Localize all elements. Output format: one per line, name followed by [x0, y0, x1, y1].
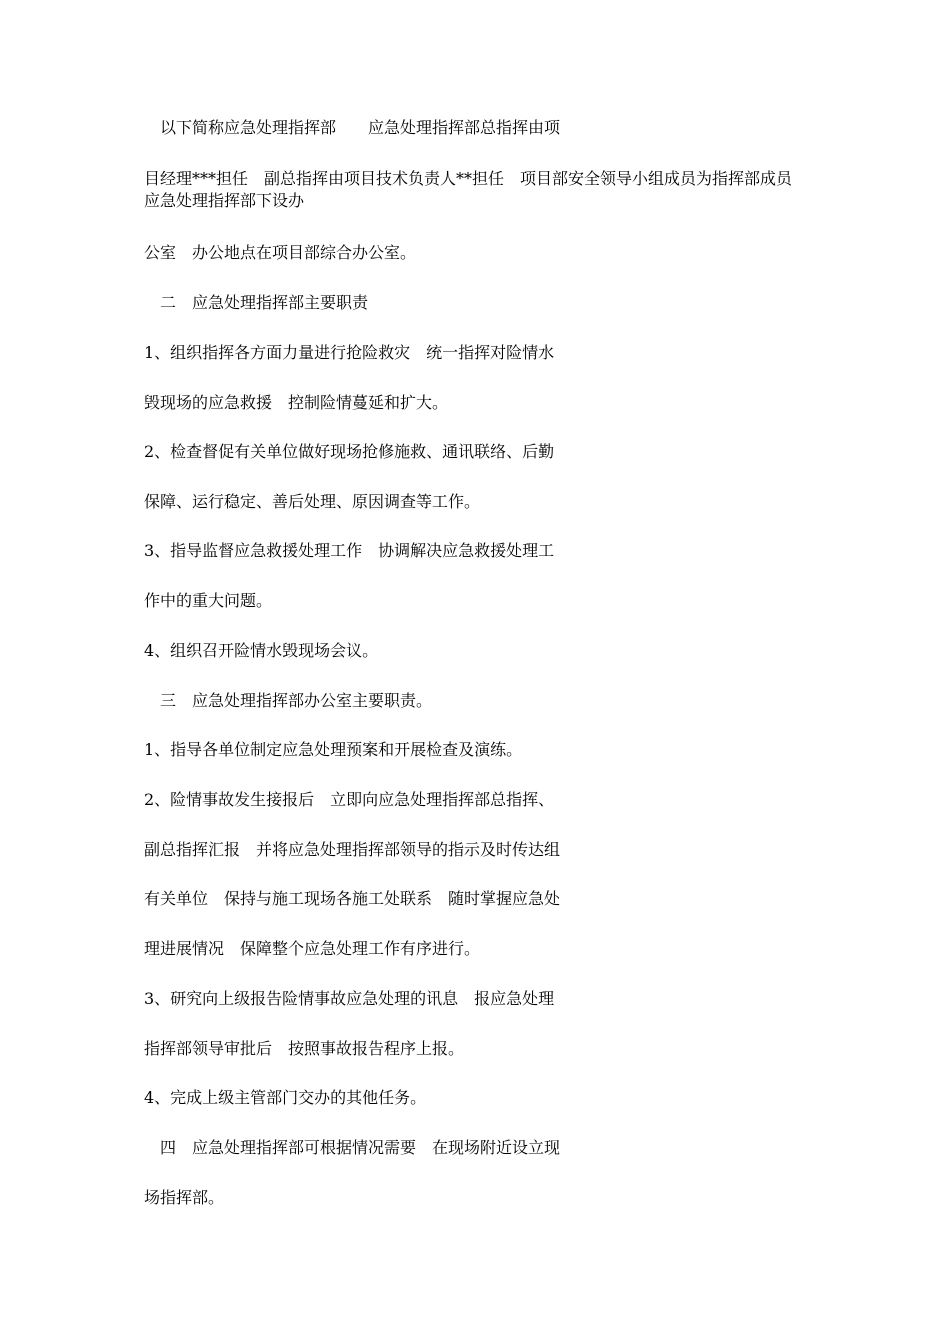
text-line: 保障、运行稳定、善后处理、原因调查等工作。: [144, 492, 481, 511]
text-line: 副总指挥汇报 并将应急处理指挥部领导的指示及时传达组: [144, 840, 561, 859]
text-line: 2、险情事故发生接报后 立即向应急处理指挥部总指挥、: [144, 790, 555, 809]
text-line: 场指挥部。: [144, 1188, 225, 1207]
text-line: 毁现场的应急救援 控制险情蔓延和扩大。: [144, 393, 449, 412]
text-line: 以下简称应急处理指挥部 应急处理指挥部总指挥由项: [144, 118, 561, 137]
text-line: 作中的重大问题。: [144, 591, 273, 610]
text-line: 指挥部领导审批后 按照事故报告程序上报。: [144, 1039, 465, 1058]
section-heading: 二 应急处理指挥部主要职责: [144, 293, 369, 312]
text-line: 有关单位 保持与施工现场各施工处联系 随时掌握应急处: [144, 889, 561, 908]
text-line: 理进展情况 保障整个应急处理工作有序进行。: [144, 939, 481, 958]
text-line: 4、组织召开险情水毁现场会议。: [144, 641, 379, 660]
text-line: 公室 办公地点在项目部综合办公室。: [144, 243, 417, 262]
text-line: 3、指导监督应急救援处理工作 协调解决应急救援处理工: [144, 541, 555, 560]
text-line: 2、检查督促有关单位做好现场抢修施救、通讯联络、后勤: [144, 442, 555, 461]
section-heading: 三 应急处理指挥部办公室主要职责。: [144, 691, 433, 710]
text-line: 3、研究向上级报告险情事故应急处理的讯息 报应急处理: [144, 989, 555, 1008]
text-line: 1、组织指挥各方面力量进行抢险救灾 统一指挥对险情水: [144, 343, 555, 362]
section-heading: 四 应急处理指挥部可根据情况需要 在现场附近设立现: [144, 1138, 561, 1157]
text-line: 4、完成上级主管部门交办的其他任务。: [144, 1088, 427, 1107]
text-line: 1、指导各单位制定应急处理预案和开展检查及演练。: [144, 740, 523, 759]
text-line: 目经理***担任 副总指挥由项目技术负责人**担任 项目部安全领导小组成员为指挥部成员 应急处理指挥部下设办: [144, 169, 809, 210]
